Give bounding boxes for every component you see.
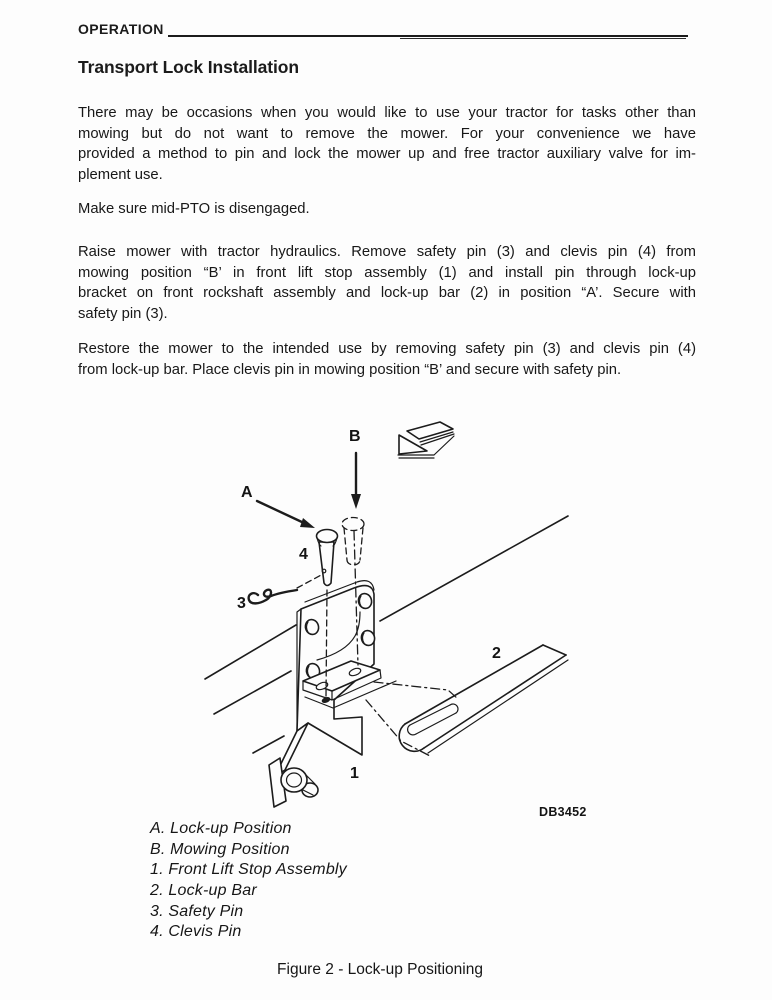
drawing-id: DB3452 xyxy=(539,805,587,819)
body-line: mowing but do not want to remove the mower. For your convenience we have xyxy=(78,125,696,142)
legend-item: 4. Clevis Pin xyxy=(150,923,242,941)
page-title: Transport Lock Installation xyxy=(78,57,299,77)
body-line: from lock-up bar. Place clevis pin in mowing position “B’ and secure with safety pin. xyxy=(78,361,622,378)
label-2: 2 xyxy=(492,645,501,662)
frame-rail-lines xyxy=(205,516,568,753)
label-1: 1 xyxy=(350,765,359,782)
body-line: Restore the mower to the intended use by removing safety pin (3) and clevis pin (4) xyxy=(78,341,696,357)
paragraph-lockup-steps xyxy=(78,242,696,324)
header-rule xyxy=(168,35,688,37)
label-a: A xyxy=(241,484,253,501)
lock-up-bar xyxy=(399,645,568,753)
legend-item: A. Lock-up Position xyxy=(150,820,292,837)
body-line: Raise mower with tractor hydraulics. Remove safety pin (3) and clevis pin (4) from xyxy=(78,244,696,260)
body-line: provided a method to pin and lock the mower up and free tractor auxiliary valve for im- xyxy=(78,146,696,162)
legend-item: 1. Front Lift Stop Assembly xyxy=(150,861,347,879)
label-b: B xyxy=(349,428,361,445)
figure-diagram xyxy=(0,415,772,825)
callout-a xyxy=(241,484,315,528)
body-line: Make sure mid-PTO is disengaged. xyxy=(78,201,310,217)
figure-legend xyxy=(150,819,347,943)
legend-item: B. Mowing Position xyxy=(150,840,290,858)
front-lift-stop-assembly xyxy=(269,581,396,807)
label-4: 4 xyxy=(299,546,308,563)
body-line: plement use. xyxy=(78,166,163,183)
legend-item: 3. Safety Pin xyxy=(150,902,244,920)
legend-item: 2. Lock-up Bar xyxy=(150,882,257,900)
body-line: mowing position “B’ in front lift stop assembly (1) and install pin through lock-up xyxy=(78,264,696,281)
section-header: OPERATION xyxy=(78,21,164,37)
paragraph-restore-steps xyxy=(78,339,696,380)
paragraph-pto-note xyxy=(78,199,696,220)
paragraph-intro xyxy=(78,103,696,185)
label-3: 3 xyxy=(237,595,246,612)
callout-b xyxy=(349,428,361,509)
body-line: bracket on front rockshaft assembly and lock-up bar (2) in position “A’. Secure with xyxy=(78,285,696,301)
direction-indicator-icon xyxy=(398,422,454,458)
body-line: safety pin (3). xyxy=(78,305,168,322)
body-line: There may be occasions when you would like to use your tractor for tasks other than xyxy=(78,105,696,121)
figure-caption: Figure 2 - Lock-up Positioning xyxy=(277,961,483,978)
header-rule-echo xyxy=(400,38,686,39)
